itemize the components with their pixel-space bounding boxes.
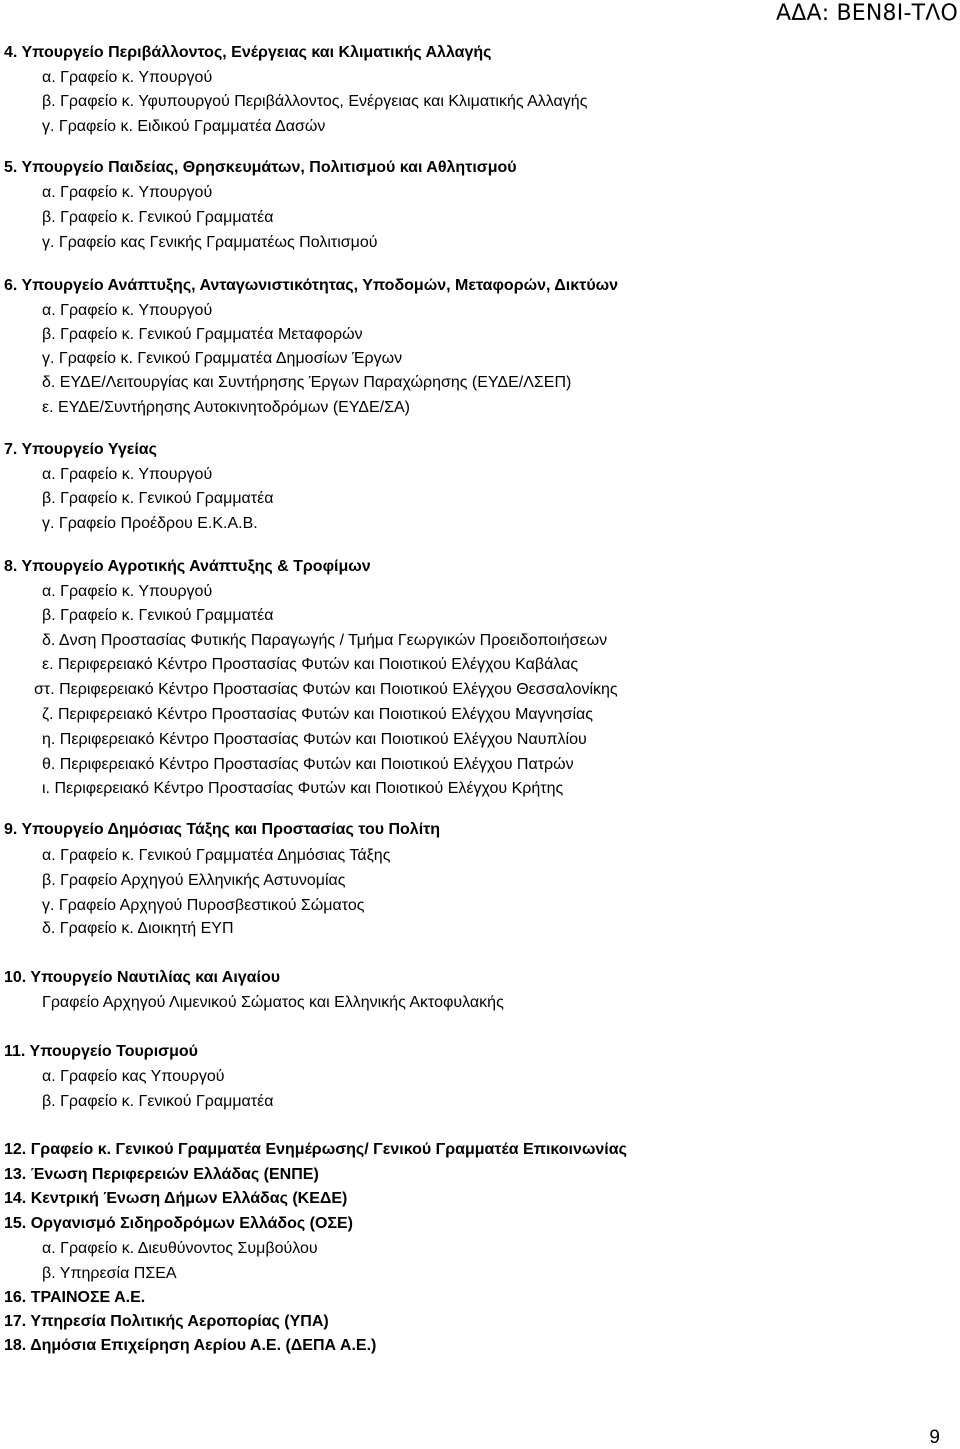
list-item: η. Περιφερειακό Κέντρο Προστασίας Φυτών και Ποιοτικού Ελέγχου Ναυπλίου	[42, 731, 587, 748]
section-heading: 15. Οργανισμό Σιδηροδρόμων Ελλάδος (ΟΣΕ)	[4, 1215, 354, 1232]
list-item: ι. Περιφερειακό Κέντρο Προστασίας Φυτών και Ποιοτικού Ελέγχου Κρήτης	[42, 780, 564, 797]
section-heading: 18. Δημόσια Επιχείρηση Αερίου Α.Ε. (ΔΕΠΑ Α.Ε.)	[4, 1337, 377, 1354]
page-number: 9	[929, 1427, 940, 1448]
list-item: γ. Γραφείο Αρχηγού Πυροσβεστικού Σώματος	[42, 897, 365, 914]
list-item: β. Υπηρεσία ΠΣΕΑ	[42, 1265, 177, 1282]
section-heading: 13. Ένωση Περιφερειών Ελλάδας (ΕΝΠΕ)	[4, 1166, 319, 1183]
list-item: ε. ΕΥΔΕ/Συντήρησης Αυτοκινητοδρόμων (ΕΥΔΕ/ΣΑ)	[42, 399, 410, 416]
list-item: α. Γραφείο κ. Υπουργού	[42, 466, 213, 483]
list-item: α. Γραφείο κ. Υπουργού	[42, 302, 213, 319]
section-heading: 6. Υπουργείο Ανάπτυξης, Ανταγωνιστικότητας, Υποδομών, Μεταφορών, Δικτύων	[4, 277, 619, 294]
list-item: β. Γραφείο κ. Γενικού Γραμματέα	[42, 490, 274, 507]
list-item: γ. Γραφείο Προέδρου Ε.Κ.Α.Β.	[42, 515, 258, 532]
list-item: β. Γραφείο Αρχηγού Ελληνικής Αστυνομίας	[42, 872, 346, 889]
list-item: α. Γραφείο κ. Υπουργού	[42, 184, 213, 201]
list-item: α. Γραφείο κ. Γενικού Γραμματέα Δημόσιας Τάξης	[42, 847, 391, 864]
section-heading: 12. Γραφείο κ. Γενικού Γραμματέα Ενημέρωσης/ Γενικού Γραμματέα Επικοινωνίας	[4, 1141, 627, 1158]
section-heading: 4. Υπουργείο Περιβάλλοντος, Ενέργειας και Κλιματικής Αλλαγής	[4, 44, 492, 61]
list-item: γ. Γραφείο κ. Γενικού Γραμματέα Δημοσίων Έργων	[42, 350, 403, 367]
ada-code: ΑΔΑ: ΒΕΝ8Ι-ΤΛΟ	[775, 1, 958, 26]
list-item: Γραφείο Αρχηγού Λιμενικού Σώματος και Ελληνικής Ακτοφυλακής	[42, 994, 504, 1011]
list-item: α. Γραφείο κ. Υπουργού	[42, 69, 213, 86]
section-heading: 5. Υπουργείο Παιδείας, Θρησκευμάτων, Πολιτισμού και Αθλητισμού	[4, 159, 517, 176]
list-item: β. Γραφείο κ. Υφυπουργού Περιβάλλοντος, Ενέργειας και Κλιματικής Αλλαγής	[42, 93, 588, 110]
section-heading: 10. Υπουργείο Ναυτιλίας και Αιγαίου	[4, 969, 281, 986]
list-item: δ. Γραφείο κ. Διοικητή ΕΥΠ	[42, 920, 234, 937]
list-item: δ. ΕΥΔΕ/Λειτουργίας και Συντήρησης Έργων Παραχώρησης (ΕΥΔΕ/ΛΣΕΠ)	[42, 374, 572, 391]
list-item: ζ. Περιφερειακό Κέντρο Προστασίας Φυτών και Ποιοτικού Ελέγχου Μαγνησίας	[42, 706, 593, 723]
list-item: α. Γραφείο κ. Διευθύνοντος Συμβούλου	[42, 1240, 318, 1257]
section-heading: 16. ΤΡΑΙΝΟΣΕ Α.Ε.	[4, 1289, 146, 1306]
list-item: β. Γραφείο κ. Γενικού Γραμματέα	[42, 1093, 274, 1110]
list-item: β. Γραφείο κ. Γενικού Γραμματέα	[42, 209, 274, 226]
list-item: δ. Δνση Προστασίας Φυτικής Παραγωγής / Τμήμα Γεωργικών Προειδοποιήσεων	[42, 632, 608, 649]
list-item: β. Γραφείο κ. Γενικού Γραμματέα Μεταφορών	[42, 326, 363, 343]
list-item: α. Γραφείο κας Υπουργού	[42, 1068, 225, 1085]
list-item: β. Γραφείο κ. Γενικού Γραμματέα	[42, 607, 274, 624]
section-heading: 9. Υπουργείο Δημόσιας Τάξης και Προστασίας του Πολίτη	[4, 821, 441, 838]
section-heading: 11. Υπουργείο Τουρισμού	[4, 1043, 198, 1060]
section-heading: 8. Υπουργείο Αγροτικής Ανάπτυξης & Τροφίμων	[4, 558, 371, 575]
list-item: στ. Περιφερειακό Κέντρο Προστασίας Φυτών και Ποιοτικού Ελέγχου Θεσσαλονίκης	[34, 681, 618, 698]
section-heading: 14. Κεντρική Ένωση Δήμων Ελλάδας (ΚΕΔΕ)	[4, 1190, 348, 1207]
list-item: ε. Περιφερειακό Κέντρο Προστασίας Φυτών και Ποιοτικού Ελέγχου Καβάλας	[42, 656, 579, 673]
list-item: θ. Περιφερειακό Κέντρο Προστασίας Φυτών και Ποιοτικού Ελέγχου Πατρών	[42, 756, 574, 773]
list-item: α. Γραφείο κ. Υπουργού	[42, 583, 213, 600]
list-item: γ. Γραφείο κ. Ειδικού Γραμματέα Δασών	[42, 118, 326, 135]
section-heading: 17. Υπηρεσία Πολιτικής Αεροπορίας (ΥΠΑ)	[4, 1313, 329, 1330]
list-item: γ. Γραφείο κας Γενικής Γραμματέως Πολιτισμού	[42, 234, 378, 251]
section-heading: 7. Υπουργείο Υγείας	[4, 441, 157, 458]
